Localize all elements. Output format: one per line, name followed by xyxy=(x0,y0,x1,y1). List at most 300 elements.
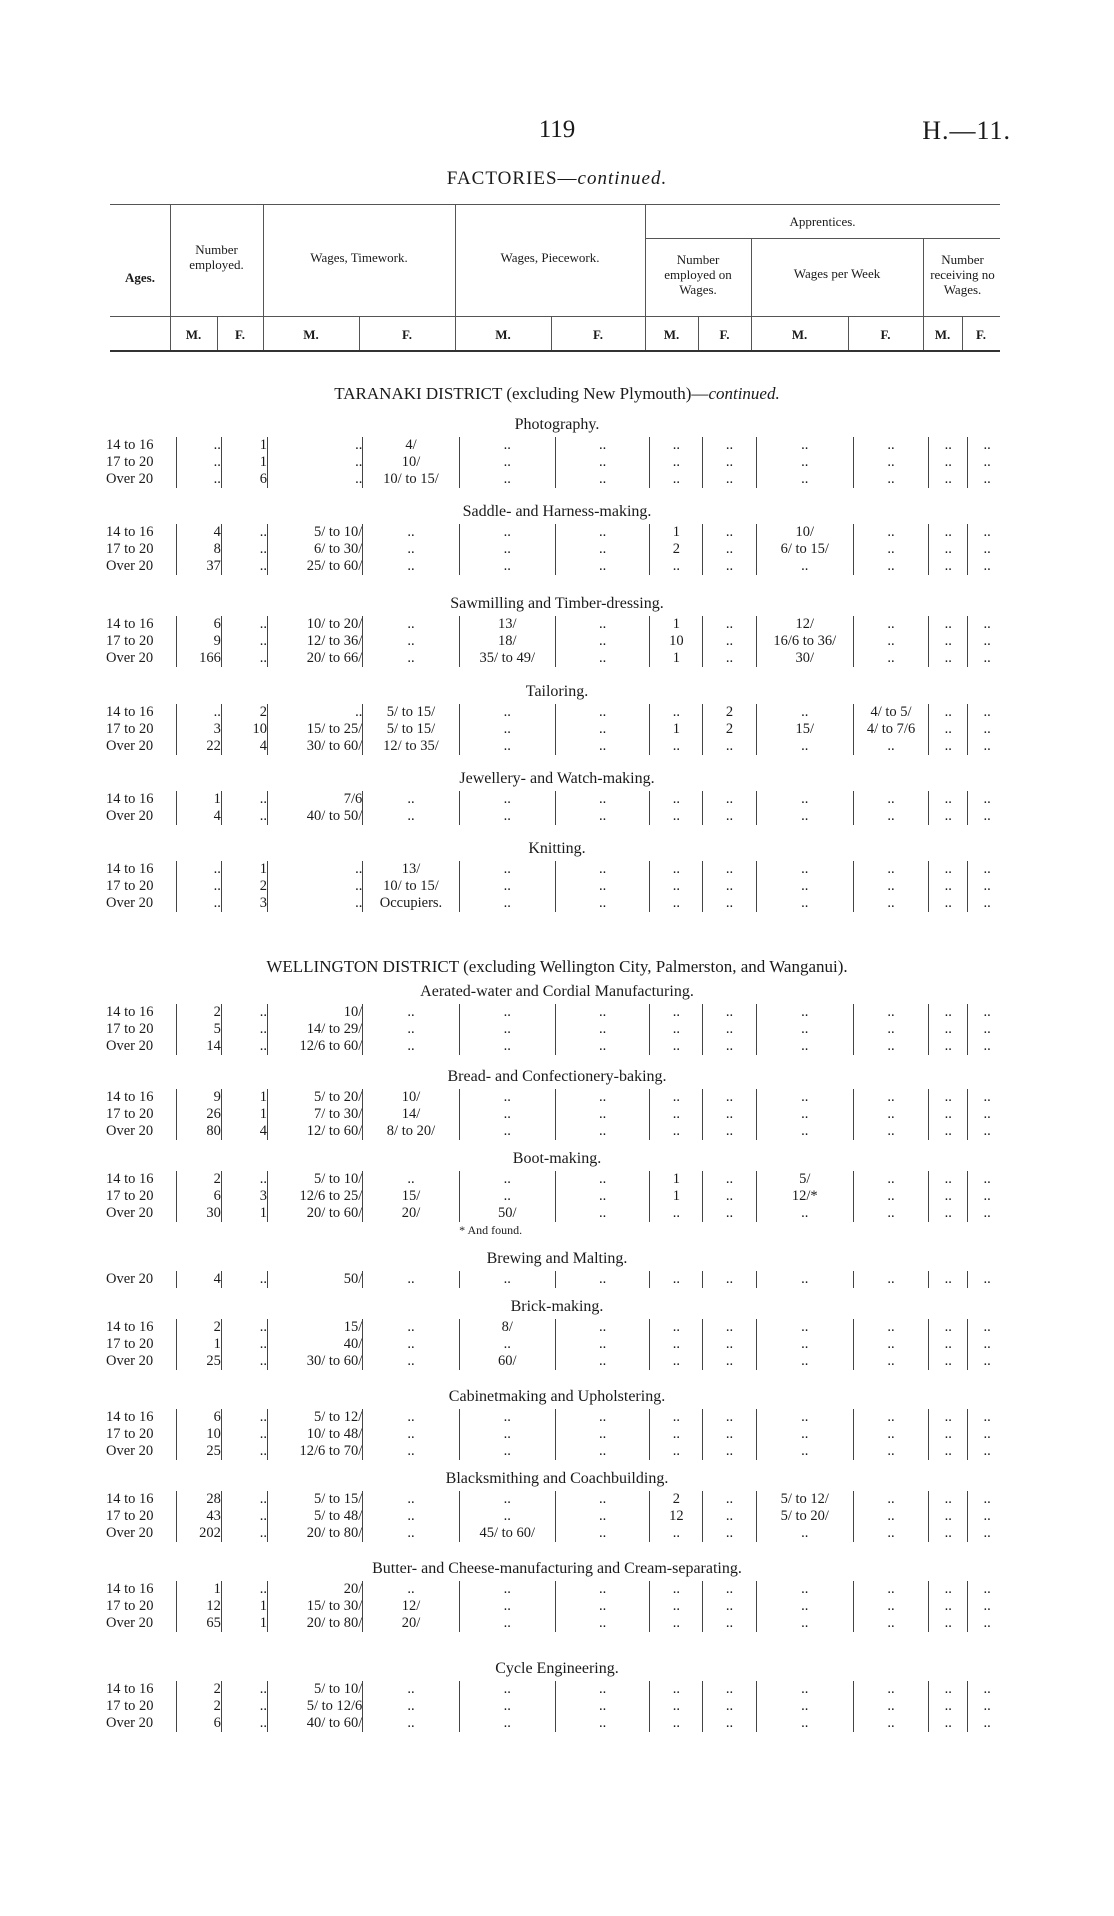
value-cell: .. xyxy=(853,1615,928,1632)
age-cell: 17 to 20 xyxy=(106,1508,154,1524)
age-cell: 17 to 20 xyxy=(106,1598,154,1614)
value-cell: 14/ xyxy=(363,1106,459,1123)
value-cell: .. xyxy=(176,861,221,878)
table-row xyxy=(106,633,1006,650)
value-cell: .. xyxy=(929,791,968,808)
table-row xyxy=(106,1271,1006,1288)
value-cell: .. xyxy=(363,1319,459,1336)
value-cell: .. xyxy=(929,437,968,454)
value-cell: 28 xyxy=(176,1491,221,1508)
age-cell: Over 20 xyxy=(106,1525,154,1541)
value-cell: .. xyxy=(650,1319,703,1336)
value-cell: .. xyxy=(853,1336,928,1353)
value-cell: .. xyxy=(929,704,968,721)
value-cell: .. xyxy=(555,454,649,471)
industry-title: Saddle- and Harness-making. xyxy=(462,503,652,520)
value-cell: 4/ xyxy=(363,437,459,454)
industry-title: Brewing and Malting. xyxy=(486,1250,628,1267)
value-cell: .. xyxy=(459,1271,555,1288)
value-cell: .. xyxy=(221,558,267,575)
age-cell: 17 to 20 xyxy=(106,721,154,737)
value-cell: .. xyxy=(459,704,555,721)
table-row xyxy=(106,650,1006,667)
value-cell: 60/ xyxy=(459,1353,555,1370)
value-cell: .. xyxy=(929,1598,968,1615)
age-cell: Over 20 xyxy=(106,738,154,754)
value-cell: .. xyxy=(221,1004,267,1021)
value-cell: .. xyxy=(221,1443,267,1460)
age-cell: Over 20 xyxy=(106,895,154,911)
value-cell: .. xyxy=(853,1598,928,1615)
industry-title: Butter- and Cheese-manufacturing and Cream-separating. xyxy=(372,1560,742,1577)
value-cell: 18/ xyxy=(459,633,555,650)
value-cell: .. xyxy=(221,1715,267,1732)
value-cell: .. xyxy=(853,1409,928,1426)
value-cell: 10 xyxy=(650,633,703,650)
value-cell: .. xyxy=(221,808,267,825)
value-cell: .. xyxy=(221,1353,267,1370)
value-cell: 5/ to 12/ xyxy=(268,1409,363,1426)
value-cell: 5/ to 15/ xyxy=(363,704,459,721)
value-cell: 2 xyxy=(176,1681,221,1698)
value-cell: .. xyxy=(756,738,853,755)
industry-table xyxy=(106,1089,1006,1140)
value-cell: 2 xyxy=(176,1698,221,1715)
value-cell: .. xyxy=(929,471,968,488)
value-cell: 30/ to 60/ xyxy=(268,1353,363,1370)
district-title-text: TARANAKI DISTRICT (excluding New Plymouth)— xyxy=(334,384,709,403)
value-cell: 20/ to 80/ xyxy=(268,1615,363,1632)
header-f: F. xyxy=(402,327,412,342)
value-cell: 13/ xyxy=(459,616,555,633)
value-cell: .. xyxy=(853,878,928,895)
value-cell: .. xyxy=(756,1089,853,1106)
table-row xyxy=(106,878,1006,895)
age-cell: 14 to 16 xyxy=(106,616,154,632)
industry-table xyxy=(106,616,1006,667)
age-cell: Over 20 xyxy=(106,1615,154,1631)
value-cell: .. xyxy=(268,437,363,454)
table-row xyxy=(106,616,1006,633)
value-cell: .. xyxy=(363,1715,459,1732)
age-cell: 17 to 20 xyxy=(106,878,154,894)
value-cell: 20/ to 80/ xyxy=(268,1525,363,1542)
value-cell: .. xyxy=(650,1598,703,1615)
value-cell: .. xyxy=(176,437,221,454)
value-cell: .. xyxy=(853,1021,928,1038)
value-cell: .. xyxy=(968,1426,1006,1443)
value-cell: .. xyxy=(968,1271,1006,1288)
industry-table xyxy=(106,704,1006,755)
value-cell: .. xyxy=(968,895,1006,912)
value-cell: .. xyxy=(853,1038,928,1055)
industry-table xyxy=(106,1681,1006,1732)
value-cell: 5/ to 15/ xyxy=(268,1491,363,1508)
value-cell: 2 xyxy=(703,721,756,738)
value-cell: .. xyxy=(555,1698,649,1715)
value-cell: .. xyxy=(756,808,853,825)
value-cell: .. xyxy=(968,558,1006,575)
value-cell: .. xyxy=(756,1038,853,1055)
value-cell: .. xyxy=(703,1491,756,1508)
age-cell: Over 20 xyxy=(106,1123,154,1139)
value-cell: 37 xyxy=(176,558,221,575)
value-cell: .. xyxy=(555,1271,649,1288)
value-cell: .. xyxy=(459,1123,555,1140)
value-cell: .. xyxy=(853,1205,928,1222)
value-cell: .. xyxy=(968,1319,1006,1336)
value-cell: .. xyxy=(929,1426,968,1443)
page-number: 119 xyxy=(538,116,576,143)
value-cell: 15/ to 25/ xyxy=(268,721,363,738)
industry-table xyxy=(106,1581,1006,1632)
value-cell: 4 xyxy=(176,808,221,825)
value-cell: 10 xyxy=(176,1426,221,1443)
value-cell: .. xyxy=(268,704,363,721)
value-cell: .. xyxy=(968,1615,1006,1632)
value-cell: .. xyxy=(555,437,649,454)
value-cell: .. xyxy=(555,1038,649,1055)
value-cell: 9 xyxy=(176,633,221,650)
table-row xyxy=(106,861,1006,878)
value-cell: .. xyxy=(363,1698,459,1715)
value-cell: 15/ xyxy=(363,1188,459,1205)
value-cell: 1 xyxy=(176,1581,221,1598)
value-cell: .. xyxy=(555,1336,649,1353)
value-cell: 16/6 to 36/ xyxy=(756,633,853,650)
value-cell: .. xyxy=(968,1188,1006,1205)
value-cell: 1 xyxy=(221,454,267,471)
value-cell: .. xyxy=(650,808,703,825)
value-cell: 5/ xyxy=(756,1171,853,1188)
value-cell: .. xyxy=(363,1004,459,1021)
value-cell: .. xyxy=(853,861,928,878)
table-row xyxy=(106,558,1006,575)
value-cell: .. xyxy=(968,878,1006,895)
age-cell: 17 to 20 xyxy=(106,1106,154,1122)
value-cell: .. xyxy=(703,895,756,912)
value-cell: .. xyxy=(650,895,703,912)
value-cell: .. xyxy=(929,738,968,755)
value-cell: .. xyxy=(756,1123,853,1140)
value-cell: .. xyxy=(968,1004,1006,1021)
value-cell: .. xyxy=(650,878,703,895)
value-cell: .. xyxy=(756,1409,853,1426)
value-cell: .. xyxy=(968,1353,1006,1370)
value-cell: 7/6 xyxy=(268,791,363,808)
industry-table xyxy=(106,524,1006,575)
value-cell: 4/ to 7/6 xyxy=(853,721,928,738)
value-cell: .. xyxy=(221,1336,267,1353)
industry-table xyxy=(106,1271,1006,1288)
table-row xyxy=(106,738,1006,755)
value-cell: 3 xyxy=(221,895,267,912)
value-cell: .. xyxy=(929,861,968,878)
value-cell: 3 xyxy=(221,1188,267,1205)
value-cell: .. xyxy=(853,1319,928,1336)
value-cell: .. xyxy=(555,616,649,633)
value-cell: 80 xyxy=(176,1123,221,1140)
header-f: F. xyxy=(719,327,730,342)
value-cell: .. xyxy=(968,1038,1006,1055)
age-cell: Over 20 xyxy=(106,1271,154,1287)
value-cell: .. xyxy=(929,1615,968,1632)
value-cell: 10/ xyxy=(363,454,459,471)
value-cell: .. xyxy=(703,1336,756,1353)
value-cell: .. xyxy=(756,558,853,575)
value-cell: .. xyxy=(703,1123,756,1140)
value-cell: .. xyxy=(929,1409,968,1426)
value-cell: .. xyxy=(756,1598,853,1615)
value-cell: .. xyxy=(363,1525,459,1542)
value-cell: 20/ xyxy=(268,1581,363,1598)
value-cell: .. xyxy=(756,471,853,488)
value-cell: .. xyxy=(650,738,703,755)
value-cell: .. xyxy=(756,1004,853,1021)
value-cell: .. xyxy=(176,471,221,488)
table-row xyxy=(106,1205,1006,1222)
value-cell: .. xyxy=(555,541,649,558)
value-cell: 1 xyxy=(650,1171,703,1188)
value-cell: 12/ to 36/ xyxy=(268,633,363,650)
value-cell: .. xyxy=(929,1525,968,1542)
value-cell: .. xyxy=(555,524,649,541)
value-cell: .. xyxy=(221,524,267,541)
value-cell: .. xyxy=(363,791,459,808)
value-cell: 25/ to 60/ xyxy=(268,558,363,575)
value-cell: .. xyxy=(459,1598,555,1615)
value-cell: .. xyxy=(703,541,756,558)
value-cell: .. xyxy=(756,1426,853,1443)
value-cell: .. xyxy=(703,1426,756,1443)
value-cell: 12/ to 35/ xyxy=(363,738,459,755)
value-cell: .. xyxy=(929,1106,968,1123)
industry-table xyxy=(106,1409,1006,1460)
header-m: M. xyxy=(934,327,951,342)
value-cell: .. xyxy=(703,1106,756,1123)
value-cell: 50/ xyxy=(268,1271,363,1288)
value-cell: 1 xyxy=(176,1336,221,1353)
value-cell: .. xyxy=(221,1021,267,1038)
industry-title: Cycle Engineering. xyxy=(495,1660,619,1677)
value-cell: 5/ to 12/ xyxy=(756,1491,853,1508)
value-cell: 30/ xyxy=(756,650,853,667)
value-cell: .. xyxy=(929,1171,968,1188)
value-cell: .. xyxy=(853,1188,928,1205)
value-cell: .. xyxy=(968,650,1006,667)
industry-title: Sawmilling and Timber-dressing. xyxy=(450,595,664,612)
age-cell: 14 to 16 xyxy=(106,1581,154,1597)
value-cell: .. xyxy=(459,1188,555,1205)
value-cell: .. xyxy=(929,1205,968,1222)
value-cell: .. xyxy=(929,524,968,541)
value-cell: 12 xyxy=(176,1598,221,1615)
value-cell: .. xyxy=(221,1508,267,1525)
value-cell: .. xyxy=(929,1038,968,1055)
table-row xyxy=(106,1443,1006,1460)
value-cell: .. xyxy=(221,1271,267,1288)
value-cell: .. xyxy=(555,1123,649,1140)
value-cell: .. xyxy=(756,454,853,471)
value-cell: 20/ to 60/ xyxy=(268,1205,363,1222)
value-cell: 10/ xyxy=(756,524,853,541)
value-cell: .. xyxy=(650,471,703,488)
value-cell: .. xyxy=(853,650,928,667)
age-cell: 14 to 16 xyxy=(106,791,154,807)
table-row xyxy=(106,1021,1006,1038)
industry-table xyxy=(106,1004,1006,1055)
value-cell: 15/ to 30/ xyxy=(268,1598,363,1615)
value-cell: .. xyxy=(459,437,555,454)
table-row xyxy=(106,1038,1006,1055)
table-row xyxy=(106,1715,1006,1732)
value-cell: .. xyxy=(703,633,756,650)
value-cell: .. xyxy=(555,1188,649,1205)
value-cell: .. xyxy=(650,1615,703,1632)
age-cell: 17 to 20 xyxy=(106,454,154,470)
value-cell: .. xyxy=(363,1353,459,1370)
value-cell: .. xyxy=(459,791,555,808)
value-cell: .. xyxy=(221,1171,267,1188)
value-cell: 1 xyxy=(221,437,267,454)
table-row xyxy=(106,1353,1006,1370)
value-cell: .. xyxy=(853,1508,928,1525)
value-cell: .. xyxy=(968,437,1006,454)
header-m: M. xyxy=(303,327,319,342)
value-cell: .. xyxy=(555,1525,649,1542)
value-cell: .. xyxy=(363,1443,459,1460)
value-cell: .. xyxy=(756,704,853,721)
value-cell: .. xyxy=(929,721,968,738)
value-cell: 1 xyxy=(221,1106,267,1123)
value-cell: .. xyxy=(853,524,928,541)
value-cell: .. xyxy=(650,704,703,721)
age-cell: 17 to 20 xyxy=(106,1336,154,1352)
value-cell: 7/ to 30/ xyxy=(268,1106,363,1123)
table-row xyxy=(106,1123,1006,1140)
value-cell: 5/ to 10/ xyxy=(268,524,363,541)
value-cell: .. xyxy=(929,1336,968,1353)
value-cell: .. xyxy=(756,1715,853,1732)
table-row xyxy=(106,721,1006,738)
value-cell: .. xyxy=(650,1336,703,1353)
value-cell: .. xyxy=(703,1409,756,1426)
table-row xyxy=(106,1491,1006,1508)
value-cell: .. xyxy=(968,1715,1006,1732)
value-cell: .. xyxy=(555,791,649,808)
value-cell: 25 xyxy=(176,1353,221,1370)
table-row xyxy=(106,1581,1006,1598)
value-cell: .. xyxy=(363,1491,459,1508)
value-cell: .. xyxy=(853,1171,928,1188)
table-row xyxy=(106,1681,1006,1698)
age-cell: Over 20 xyxy=(106,1353,154,1369)
value-cell: .. xyxy=(968,721,1006,738)
value-cell: .. xyxy=(650,558,703,575)
value-cell: .. xyxy=(459,861,555,878)
value-cell: .. xyxy=(929,1508,968,1525)
value-cell: 8 xyxy=(176,541,221,558)
table-row xyxy=(106,1698,1006,1715)
value-cell: .. xyxy=(703,1681,756,1698)
value-cell: .. xyxy=(929,633,968,650)
value-cell: .. xyxy=(221,650,267,667)
value-cell: .. xyxy=(756,1615,853,1632)
value-cell: .. xyxy=(555,1581,649,1598)
industry-title: Boot-making. xyxy=(512,1150,602,1167)
value-cell: .. xyxy=(555,704,649,721)
value-cell: .. xyxy=(968,1123,1006,1140)
industry-table xyxy=(106,1171,1006,1239)
value-cell: .. xyxy=(555,1409,649,1426)
industry-title: Knitting. xyxy=(528,840,586,857)
age-cell: 17 to 20 xyxy=(106,1698,154,1714)
value-cell: .. xyxy=(221,633,267,650)
value-cell: .. xyxy=(363,1271,459,1288)
district-title-wellington: WELLINGTON DISTRICT (excluding Wellington City, Palmerston, and Wanganui). xyxy=(266,957,848,976)
value-cell: 2 xyxy=(650,541,703,558)
value-cell: .. xyxy=(853,1698,928,1715)
value-cell: .. xyxy=(929,541,968,558)
value-cell: .. xyxy=(756,1581,853,1598)
value-cell: .. xyxy=(363,1038,459,1055)
value-cell: 2 xyxy=(650,1491,703,1508)
value-cell: .. xyxy=(703,1171,756,1188)
value-cell: .. xyxy=(968,1409,1006,1426)
value-cell: .. xyxy=(756,895,853,912)
table-row xyxy=(106,1106,1006,1123)
value-cell: .. xyxy=(756,437,853,454)
value-cell: .. xyxy=(756,1698,853,1715)
value-cell: .. xyxy=(363,524,459,541)
value-cell: .. xyxy=(703,650,756,667)
value-cell: .. xyxy=(459,471,555,488)
value-cell: 2 xyxy=(703,704,756,721)
value-cell: .. xyxy=(703,1271,756,1288)
value-cell: .. xyxy=(968,1106,1006,1123)
value-cell: 1 xyxy=(176,791,221,808)
value-cell: .. xyxy=(221,1491,267,1508)
value-cell: 12/6 to 70/ xyxy=(268,1443,363,1460)
table-row xyxy=(106,704,1006,721)
value-cell: .. xyxy=(555,1021,649,1038)
age-cell: 17 to 20 xyxy=(106,1021,154,1037)
value-cell: .. xyxy=(968,1508,1006,1525)
age-cell: 14 to 16 xyxy=(106,704,154,720)
value-cell: 5 xyxy=(176,1021,221,1038)
value-cell: .. xyxy=(459,721,555,738)
value-cell: .. xyxy=(703,1038,756,1055)
value-cell: .. xyxy=(703,1598,756,1615)
value-cell: .. xyxy=(555,1715,649,1732)
value-cell: 2 xyxy=(176,1171,221,1188)
value-cell: .. xyxy=(756,1353,853,1370)
industry-title: Bread- and Confectionery-baking. xyxy=(447,1068,667,1085)
value-cell: 4/ to 5/ xyxy=(853,704,928,721)
value-cell: .. xyxy=(703,1443,756,1460)
value-cell: .. xyxy=(221,1581,267,1598)
age-cell: 14 to 16 xyxy=(106,1491,154,1507)
age-cell: Over 20 xyxy=(106,558,154,574)
value-cell: 12 xyxy=(650,1508,703,1525)
value-cell: .. xyxy=(268,878,363,895)
value-cell: .. xyxy=(459,1681,555,1698)
value-cell: .. xyxy=(555,1353,649,1370)
age-cell: Over 20 xyxy=(106,1715,154,1731)
age-cell: Over 20 xyxy=(106,1443,154,1459)
industry-title: Cabinetmaking and Upholstering. xyxy=(448,1388,666,1405)
value-cell: .. xyxy=(853,633,928,650)
